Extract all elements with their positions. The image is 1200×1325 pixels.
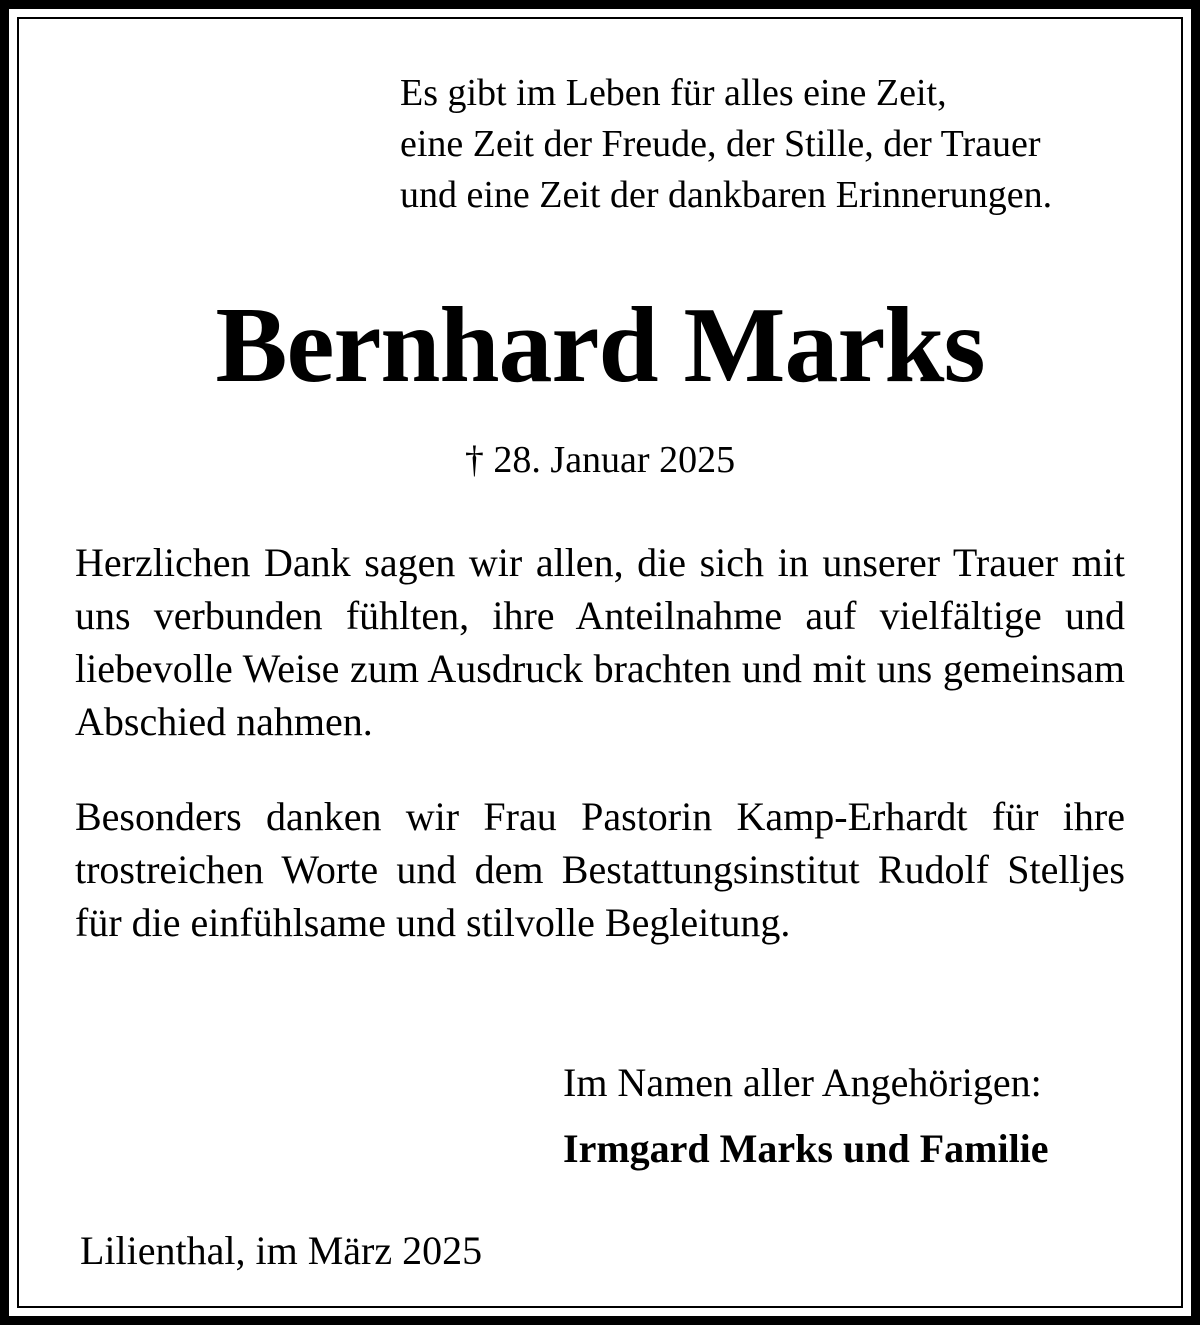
special-thanks-paragraph: Besonders danken wir Frau Pastorin Kamp-Erhardt für ihre trostreichen Worte und dem Bestattungsinstitut Rudolf Stelljes für die einfühlsame und stilvolle Begleitung. <box>75 794 1125 945</box>
motto-line-2: eine Zeit der Freude, der Stille, der Trauer <box>400 123 1041 165</box>
thanks-paragraph: Herzlichen Dank sagen wir allen, die sich in unserer Trauer mit uns verbunden fühlten, ihre Anteilnahme auf vielfältige und liebevolle Weise zum Ausdruck brachten und mit uns gemeinsam Abschied nahmen. <box>75 540 1125 744</box>
signature-names: Irmgard Marks und Familie <box>563 1126 1049 1171</box>
signature-intro: Im Namen aller Angehörigen: <box>563 1060 1042 1105</box>
motto <box>400 68 1052 221</box>
place-and-date: Lilienthal, im März 2025 <box>80 1228 483 1273</box>
deceased-name: Bernhard Marks <box>215 286 985 405</box>
motto-line-1: Es gibt im Leben für alles eine Zeit, <box>400 72 947 114</box>
motto-line-3: und eine Zeit der dankbaren Erinnerungen. <box>400 174 1053 216</box>
death-date: † 28. Januar 2025 <box>464 439 736 481</box>
